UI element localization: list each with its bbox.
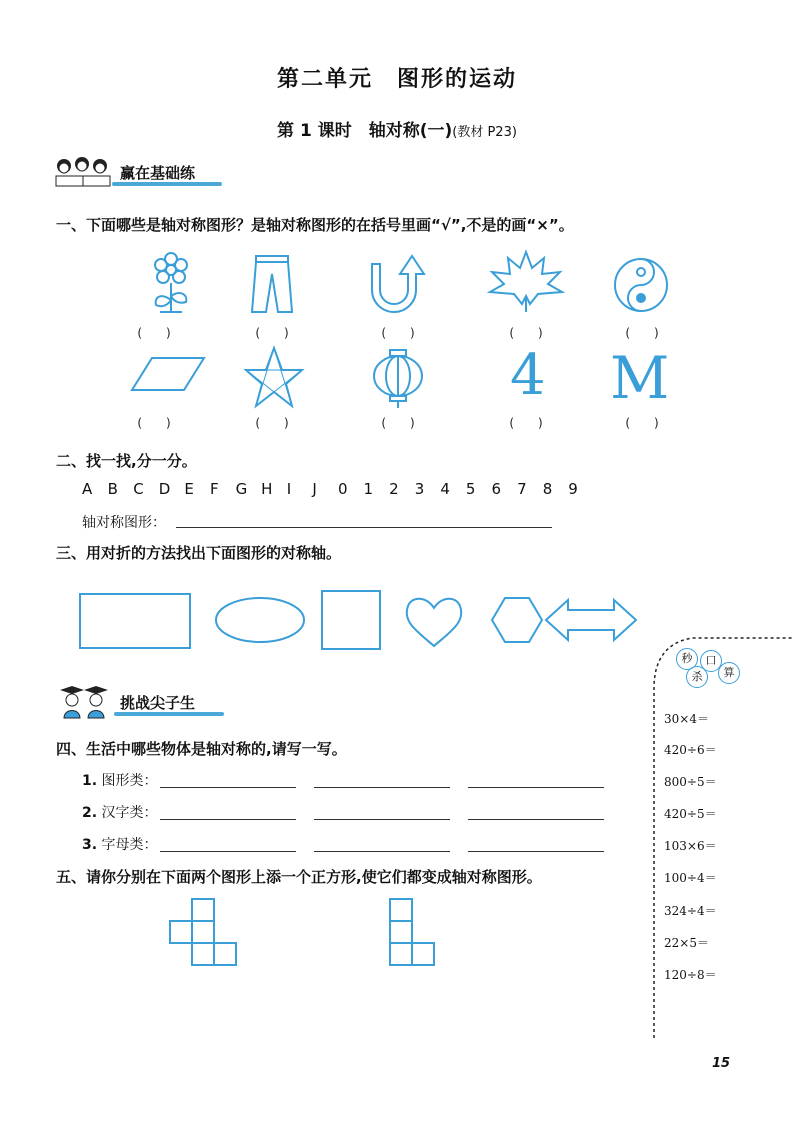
- symmetric-answer-label: 轴对称图形：: [82, 515, 166, 531]
- letter-m-icon: M: [610, 344, 670, 412]
- letter-item: C: [133, 480, 144, 498]
- math-problem: 420÷5＝: [664, 807, 717, 821]
- letter-item: A: [82, 480, 93, 498]
- square-grid-figure-1: [168, 898, 238, 968]
- answer-paren[interactable]: ( ): [137, 326, 171, 340]
- math-problem: 800÷5＝: [664, 775, 717, 789]
- digit-item: 9: [568, 480, 578, 498]
- math-problem: 420÷6＝: [664, 743, 717, 757]
- star-icon: [244, 346, 304, 408]
- answer-line[interactable]: [468, 786, 604, 788]
- symmetric-answer-line[interactable]: [176, 526, 552, 528]
- square-icon: [322, 591, 380, 649]
- answer-paren[interactable]: ( ): [509, 326, 543, 340]
- letter-item: E: [184, 480, 194, 498]
- q4-item-1: [82, 770, 158, 790]
- banner-text: 挑战尖子生: [120, 694, 196, 712]
- math-problem: 103×6＝: [664, 839, 717, 853]
- math-problem: 22×5＝: [664, 936, 709, 950]
- q4-item-2: [82, 802, 158, 822]
- banner-text: 赢在基础练: [120, 164, 196, 182]
- question-1-text: 一、下面哪些是轴对称图形？是轴对称图形的在括号里画“√”,不是的画“×”。: [56, 216, 574, 234]
- answer-line[interactable]: [314, 850, 450, 852]
- u-turn-arrow-icon: [366, 250, 436, 318]
- letter-digit-list: [82, 480, 594, 498]
- question-2-text: 二、找一找,分一分。: [56, 452, 197, 470]
- lesson-title-text: 第 1 课时 轴对称(一): [277, 121, 453, 141]
- lantern-icon: [370, 348, 426, 410]
- q4-item-3: [82, 834, 158, 854]
- maple-leaf-icon: [486, 248, 566, 314]
- digit-item: 5: [465, 480, 476, 498]
- answer-paren[interactable]: ( ): [255, 416, 289, 430]
- digit-item: 7: [517, 480, 527, 498]
- digit-item: 0: [337, 480, 348, 498]
- textbook-ref: (教材 P23): [452, 125, 517, 140]
- answer-line[interactable]: [314, 818, 450, 820]
- item-number: 1.: [82, 773, 98, 789]
- math-problem: 30×4＝: [664, 712, 709, 726]
- square-grid-figure-2: [388, 898, 438, 968]
- ellipse-icon: [216, 598, 304, 642]
- answer-paren[interactable]: ( ): [381, 416, 415, 430]
- question-4-text: 四、生活中哪些物体是轴对称的,请写一写。: [56, 740, 347, 758]
- flower-icon: [146, 250, 196, 318]
- answer-paren[interactable]: ( ): [625, 326, 659, 340]
- math-problem: 100÷4＝: [664, 871, 717, 885]
- kids-reading-icon: [52, 156, 116, 190]
- title-char: 秒: [676, 648, 698, 670]
- title-char: 杀: [686, 666, 708, 688]
- yin-yang-icon: [612, 256, 670, 314]
- heart-icon: [407, 599, 462, 646]
- digit-four-icon: 4: [510, 343, 546, 408]
- digit-item: 6: [491, 480, 502, 498]
- answer-line[interactable]: [160, 850, 296, 852]
- answer-paren[interactable]: ( ): [381, 326, 415, 340]
- title-char: 算: [718, 662, 740, 684]
- answer-line[interactable]: [468, 850, 604, 852]
- lesson-title: [0, 116, 794, 141]
- answer-paren[interactable]: ( ): [255, 326, 289, 340]
- answer-line[interactable]: [160, 786, 296, 788]
- parallelogram-icon: [130, 356, 206, 392]
- question-5-text: 五、请你分别在下面两个图形上添一个正方形,使它们都变成轴对称图形。: [56, 868, 542, 886]
- digit-item: 4: [440, 480, 450, 498]
- unit-title: 第二单元 图形的运动: [276, 67, 517, 92]
- digit-item: 1: [363, 480, 374, 498]
- item-number: 3.: [82, 837, 98, 853]
- rectangle-icon: [80, 594, 190, 648]
- shapes-to-fold: [78, 588, 648, 654]
- answer-paren[interactable]: ( ): [137, 416, 171, 430]
- double-arrow-icon: [546, 600, 636, 640]
- digit-item: 3: [414, 480, 425, 498]
- answer-paren[interactable]: ( ): [509, 416, 543, 430]
- item-number: 2.: [82, 805, 98, 821]
- letter-item: F: [209, 480, 219, 498]
- question-3-text: 三、用对折的方法找出下面图形的对称轴。: [56, 544, 342, 562]
- letter-item: D: [158, 480, 171, 498]
- letter-item: B: [107, 480, 118, 498]
- item-label: 汉字类：: [101, 805, 158, 821]
- answer-paren[interactable]: ( ): [625, 416, 659, 430]
- letter-item: H: [261, 480, 273, 498]
- title-char: 口: [700, 650, 722, 672]
- challenge-banner: [58, 690, 238, 720]
- digit-item: 8: [542, 480, 553, 498]
- letter-item: I: [286, 480, 292, 498]
- hexagon-icon: [492, 598, 542, 642]
- digit-item: 2: [389, 480, 399, 498]
- answer-line[interactable]: [468, 818, 604, 820]
- math-problem: 120÷8＝: [664, 968, 717, 982]
- math-problem: 324÷4＝: [664, 904, 717, 918]
- item-label: 图形类：: [101, 773, 158, 789]
- letter-item: J: [312, 480, 317, 498]
- answer-line[interactable]: [314, 786, 450, 788]
- answer-line[interactable]: [160, 818, 296, 820]
- pants-icon: [250, 254, 294, 316]
- basic-practice-banner: [52, 160, 232, 190]
- letter-item: G: [235, 480, 248, 498]
- kids-graduation-icon: [58, 684, 114, 720]
- item-label: 字母类：: [101, 837, 158, 853]
- page-number: 15: [712, 1056, 731, 1071]
